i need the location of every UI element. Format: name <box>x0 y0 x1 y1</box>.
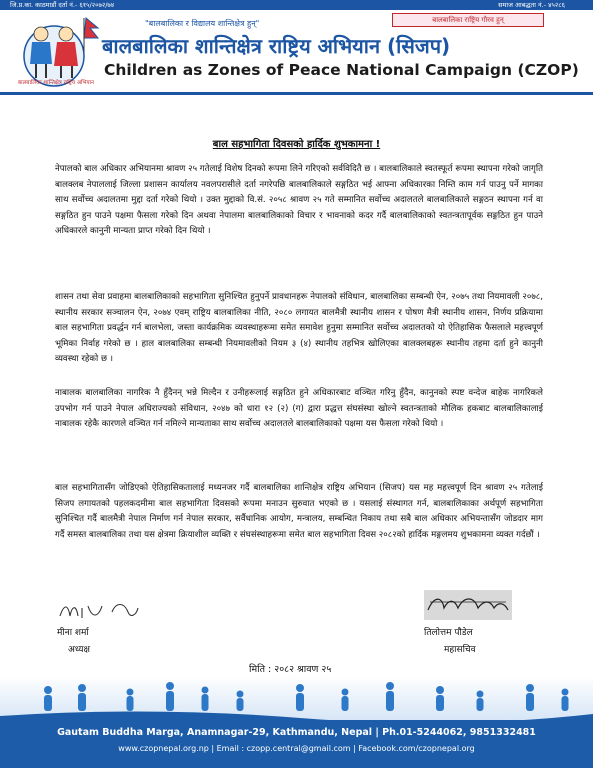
signatory-right-role: महासचिव <box>444 645 476 655</box>
document-date: मिति : २०८२ श्रावण २५ <box>249 664 332 675</box>
slogan: "बालबालिका र विद्यालय शान्तिक्षेत्र हुन्" <box>145 19 260 28</box>
paragraph-3: नाबालक बालबालिका नागरिक नै हुँदैनन् भन्ने मिल्दैन र उनीहरूलाई सङ्गठित हुने अधिकारबाट वञ्चित गरिनु हुँदैन, कानुनको स्पष्ट वन्देज बाहेक नागरिकले उपभोग गर्न पाउने नेपाल अधिराज्यको संविधान, २०४७ को धारा १२ (२) (ग) द्वारा प्रद्धत्त संघसंस्था खोल्ने स्वतन्त्रताको मौलिक हकबाट बालबालिकालाई नाबालक रहेकै कारणले वञ्चित गर्न नमिल्ने मान्यताका साथ सर्वोच्च अदालतले बालबालिकाको पक्षमा यस फैसला गरेको थियो । <box>55 388 543 430</box>
logo-caption: बालबालिका शान्तिक्षेत्र राष्ट्रिय अभियान <box>18 80 94 86</box>
header-divider <box>0 92 593 95</box>
affiliation-number: समाज आबद्धता नं.- ४५२८६ <box>498 1 565 9</box>
signatory-left-role: अध्यक्ष <box>68 645 90 655</box>
slogan-banner: बालबालिका राष्ट्रिय गौरव हुन् <box>392 13 544 27</box>
signature-left <box>58 598 140 622</box>
footer <box>0 720 593 768</box>
footer-contacts: www.czopnepal.org.np | Email : czopp.central@gmail.com | Facebook.com/czopnepal.org <box>118 744 475 753</box>
signatory-left-name: मीना शर्मा <box>57 628 89 638</box>
organization-name-english: Children as Zones of Peace National Campaign (CZOP) <box>104 61 579 79</box>
organization-name-nepali: बालबालिका शान्तिक्षेत्र राष्ट्रिय अभियान (सिजप) <box>102 34 451 58</box>
header-top-bar <box>0 0 593 10</box>
registration-number: जि.प्र.का. काठमाडौं दर्ता नं.- ६१५/२०७२/७४ <box>10 1 115 9</box>
footer-address: Gautam Buddha Marga, Anamnagar-29, Kathmandu, Nepal | Ph.01-5244062, 9851332481 <box>57 727 536 738</box>
document-title: बाल सहभागिता दिवसको हार्दिक शुभकामना ! <box>212 139 381 150</box>
paragraph-2: शासन तथा सेवा प्रवाहमा बालबालिकाको सहभागिता सुनिश्चित हुनुपर्ने प्रावधानहरू नेपालको संविधान, बालबालिका सम्बन्धी ऐन, २०७५ तथा नियमावली २०७८, स्थानीय सरकार सञ्चालन ऐन, २०७४ एवम् राष्ट्रिय बालबालिका नीति, २०८० लगायत बालमैत्री स्थानीय शासन र पोषण मैत्री स्थानीय शासन, निर्णय प्रक्रियामा बाल सहभागिता प्रवर्द्धन गर्न बालभेला, जस्ता कार्यक्रमिक व्यवस्थाहरूमा समेत समावेश हुनुमा सम्मानित सर्वोच्च अदालतको यो ऐतिहासिक फैसलाले महत्त्वपूर्ण भूमिका निर्वाह गरेको छ । हाल बालबालिका सम्बन्धी नियमावलीको नियम ३ (४) स्थानीय तहभित्र खोलिएका बालक्लबहरू स्थानीय तहमा दर्ता हुने कानुनी व्यवस्था रहेको छ । <box>55 292 543 365</box>
paragraph-4: बाल सहभागितासँग जोडिएको ऐतिहासिकतालाई मध्यनजर गर्दै बालबालिका शान्तिक्षेत्र राष्ट्रिय अभियान (सिजप) यस मह महत्त्वपूर्ण दिन श्रावण २५ गतेलाई सिजप लगायतको पहलकदमीमा बाल सहभागिता दिवसको रूपमा मनाउन सुरुवात भएको छ । यसलाई संस्थागत गर्न, बालबालिकाका अर्थपूर्ण सहभागिता सुनिश्चित गर्दै बालमैत्री नेपाल निर्माण गर्न नेपाल सरकार, सर्वैधानिक आयोग, मन्त्रालय, सम्बन्धित निकाय तथा सबै बाल अधिकार अभियन्तासँग जोडदार माग गर्दै समस्त बालबालिका तथा यस क्षेत्रमा क्रियाशील व्यक्ति र संघसंस्थाहरूमा समेत बाल सहभागिता दिवस २०८२को हार्दिक मङ्गलमय शुभकामना व्यक्त गर्दछौं । <box>55 483 543 540</box>
signatory-right-name: तिलोत्तम पौडेल <box>424 628 473 638</box>
signature-right <box>424 590 512 620</box>
paragraph-1: नेपालको बाल अधिकार अभियानमा श्रावण २५ गतेलाई विशेष दिनको रूपमा लिने गरिएको सर्वविदितै छ । बालबालिकाले स्वतस्फूर्त रूपमा स्थापना गरेको जागृति बालक्लब नेपाललाई जिल्ला प्रशासन कार्यालय नवलपरासीले दर्ता नगरेपछि बालबालिकाले सङ्गठित भई आफ्ना अधिकारका निम्ति काम गर्न पाउनु पर्ने मागका साथ सर्वोच्च अदालतमा मुद्दा दर्ता गरेको थियो । उक्त मुद्दाको वि.सं. २०५८ श्रावण २५ गते सम्मानित सर्वोच्च अदालतले बालबालिकाले सङ्गठन स्थापना गर्न वा सङ्गठित हुन पाउने पक्षमा फैसला गरेको दिन अथवा नेपालमा बालबालिकाको विचार र भावनाको कदर गर्दै बालबालिकाको स्वतन्त्रतापूर्वक सङ्गठित हुन पाउने अधिकारले कानुनी मान्यता प्राप्त गरेको दिन थियो । <box>55 164 543 237</box>
